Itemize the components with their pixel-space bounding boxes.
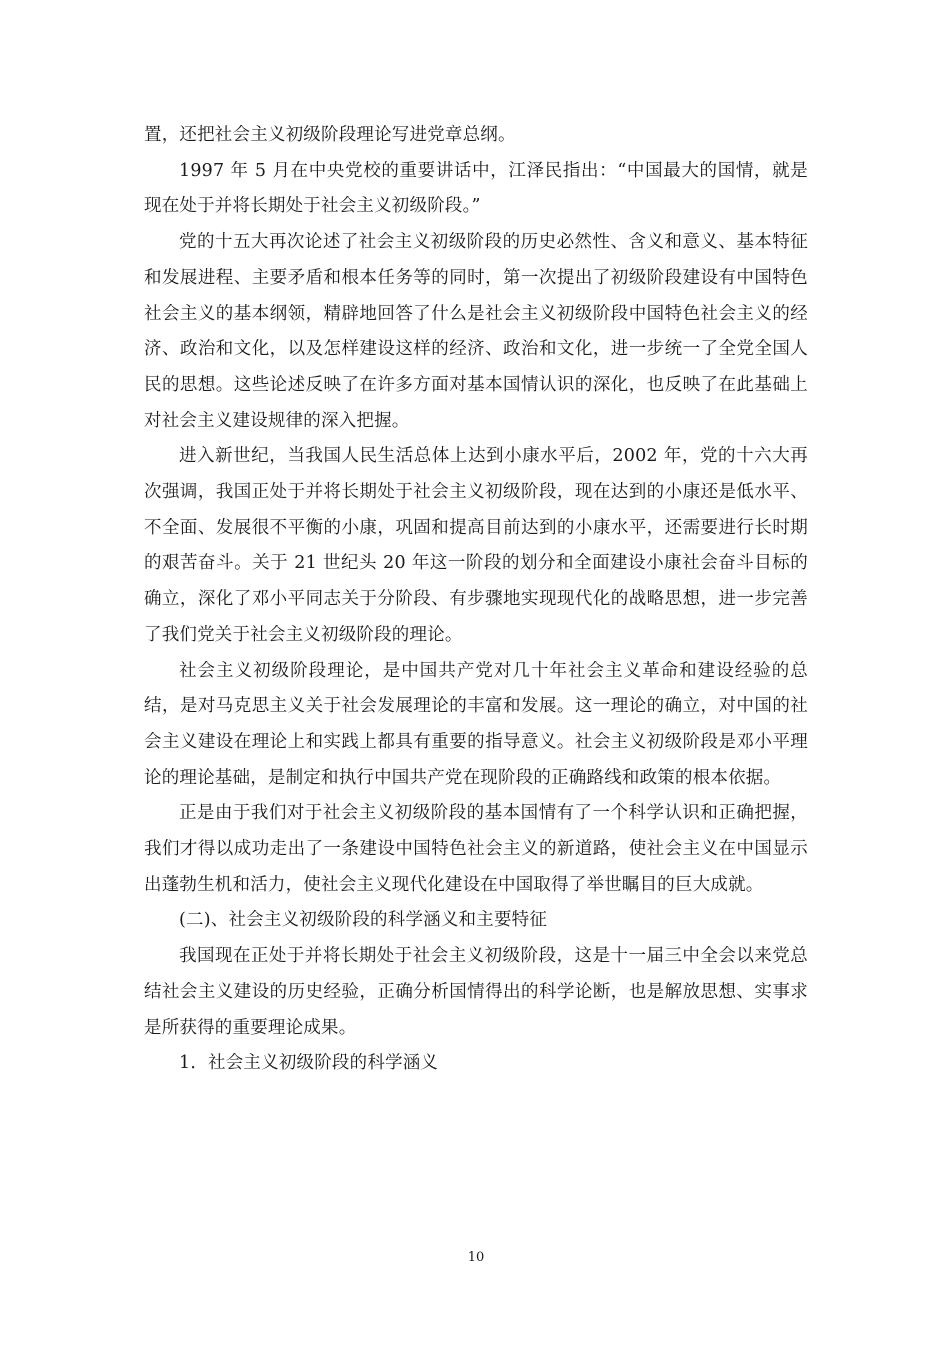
paragraph-1: 置，还把社会主义初级阶段理论写进党章总纲。 — [144, 125, 516, 145]
section-heading: (二)、社会主义初级阶段的科学涵义和主要特征 — [179, 910, 548, 931]
paragraph-4: 进入新世纪，当我国人民生活总体上达到小康水平后，2002 年，党的十六大再次强调，我国正处于并将长期处于社会主义初级阶段，现在达到的小康还是低水平、不全面、发展很不平衡的小康，巩固和提高目前达到的小康水平，还需要进行长时期的艰苦奋斗。关于 21 世纪头 20 年这一阶段的划分和全面建设小康社会奋斗目标的确立，深化了邓小平同志关于分阶段、有步骤地实现现代化的战略思想，进一步完善了我们党关于社会主义初级阶段的理论。 — [144, 446, 808, 645]
subsection-heading: 1．社会主义初级阶段的科学涵义 — [179, 1053, 439, 1074]
page-number: 10 — [467, 1250, 485, 1265]
paragraph-2: 1997 年 5 月在中央党校的重要讲话中，江泽民指出：“中国最大的国情，就是现在处于并将长期处于社会主义初级阶段。” — [144, 160, 808, 217]
paragraph-7: 我国现在正处于并将长期处于社会主义初级阶段，这是十一届三中全会以来党总结社会主义建设的历史经验，正确分析国情得出的科学论断，也是解放思想、实事求是所获得的重要理论成果。 — [144, 946, 808, 1038]
paragraph-5: 社会主义初级阶段理论，是中国共产党对几十年社会主义革命和建设经验的总结，是对马克思主义关于社会发展理论的丰富和发展。这一理论的确立，对中国的社会主义建设在理论上和实践上都具有重要的指导意义。社会主义初级阶段是邓小平理论的理论基础，是制定和执行中国共产党在现阶段的正确路线和政策的根本依据。 — [144, 660, 808, 788]
paragraph-6: 正是由于我们对于社会主义初级阶段的基本国情有了一个科学认识和正确把握，我们才得以成功走出了一条建设中国特色社会主义的新道路，使社会主义在中国显示出蓬勃生机和活力，使社会主义现代化建设在中国取得了举世瞩目的巨大成就。 — [144, 803, 808, 895]
body-text — [144, 118, 808, 1082]
paragraph-3: 党的十五大再次论述了社会主义初级阶段的历史必然性、含义和意义、基本特征和发展进程、主要矛盾和根本任务等的同时，第一次提出了初级阶段建设有中国特色社会主义的基本纲领，精辟地回答了什么是社会主义初级阶段中国特色社会主义的经济、政治和文化，以及怎样建设这样的经济、政治和文化，进一步统一了全党全国人民的思想。这些论述反映了在许多方面对基本国情认识的深化，也反映了在此基础上对社会主义建设规律的深入把握。 — [144, 232, 808, 431]
